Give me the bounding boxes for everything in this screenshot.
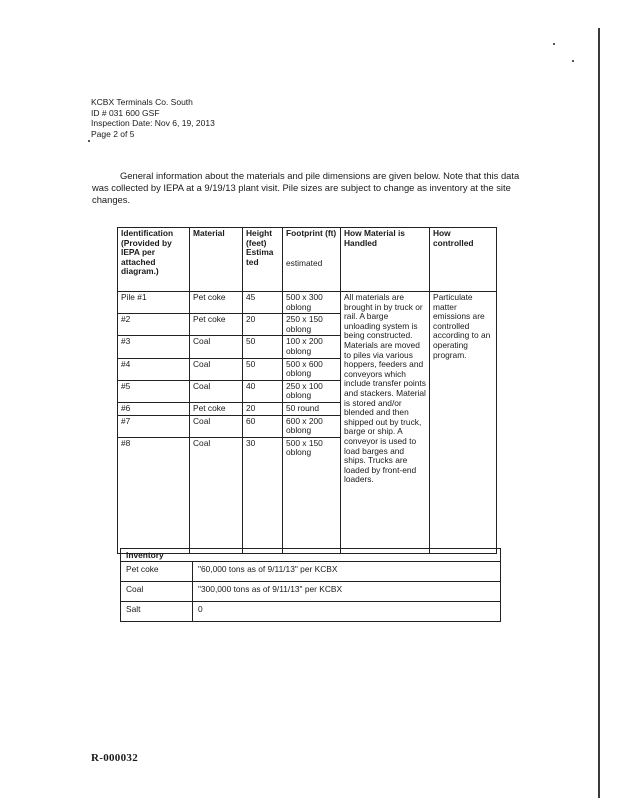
page-edge (598, 28, 600, 798)
pile-height: 60 (243, 415, 283, 437)
pile-footprint: 500 x 150 oblong (283, 437, 341, 553)
inventory-label: Coal (121, 582, 193, 602)
document-header (91, 97, 215, 139)
header-identification: Identification (Provided by IEPA per attached diagram.) (118, 228, 190, 292)
piles-table (117, 227, 497, 554)
header-material: Material (190, 228, 243, 292)
pile-height: 20 (243, 402, 283, 415)
inventory-label: Salt (121, 602, 193, 622)
scan-speck (88, 140, 90, 142)
pile-id: #6 (118, 402, 190, 415)
table-header-row (118, 228, 497, 292)
header-controlled: How controlled (430, 228, 497, 292)
scan-speck (553, 43, 555, 45)
page-number: Page 2 of 5 (91, 128, 135, 139)
pile-id: #3 (118, 336, 190, 358)
pile-footprint: 50 round (283, 402, 341, 415)
header-footprint-label: Footprint (ft) (286, 228, 337, 238)
inspection-date: Inspection Date: Nov 6, 19, 2013 (91, 118, 215, 128)
inventory-table (120, 548, 501, 622)
pile-height: 45 (243, 292, 283, 314)
inventory-value: "300,000 tons as of 9/11/13" per KCBX (193, 582, 501, 602)
pile-id: #2 (118, 314, 190, 336)
header-footprint (283, 228, 341, 292)
pile-id: #7 (118, 415, 190, 437)
pile-id: #8 (118, 437, 190, 553)
pile-material: Coal (190, 415, 243, 437)
pile-height: 30 (243, 437, 283, 553)
header-footprint-note: estimated (286, 257, 323, 268)
inventory-title: Inventory (121, 549, 501, 562)
pile-height: 50 (243, 358, 283, 380)
pile-id: #4 (118, 358, 190, 380)
handling-description: All materials are brought in by truck or rail. A barge unloading system is being constructed. Materials are moved to piles via various hoppers, feeders and conveyors which include transfer points and stackers. Material is stored and/or blended and then shipped out by truck, barge or ship. A conveyor is used to load barges and ships. Trucks are loaded by front-end loaders. (341, 292, 430, 554)
header-handled: How Material is Handled (341, 228, 430, 292)
scan-speck (572, 60, 574, 62)
inventory-value: 0 (193, 602, 501, 622)
pile-footprint: 100 x 200 oblong (283, 336, 341, 358)
pile-footprint: 500 x 300 oblong (283, 292, 341, 314)
pile-material: Coal (190, 336, 243, 358)
pile-height: 40 (243, 380, 283, 402)
inventory-header-row (121, 549, 501, 562)
pile-height: 20 (243, 314, 283, 336)
pile-footprint: 600 x 200 oblong (283, 415, 341, 437)
pile-material: Pet coke (190, 402, 243, 415)
pile-material: Coal (190, 358, 243, 380)
inventory-row (121, 602, 501, 622)
bates-number: R-000032 (91, 752, 139, 764)
inventory-label: Pet coke (121, 562, 193, 582)
pile-material: Coal (190, 437, 243, 553)
pile-footprint: 250 x 100 oblong (283, 380, 341, 402)
pile-material: Pet coke (190, 292, 243, 314)
pile-height: 50 (243, 336, 283, 358)
header-height: Height (feet) Estima ted (243, 228, 283, 292)
pile-id: Pile #1 (118, 292, 190, 314)
pile-material: Pet coke (190, 314, 243, 336)
pile-id: #5 (118, 380, 190, 402)
pile-material: Coal (190, 380, 243, 402)
intro-text: General information about the materials and pile dimensions are given below. Note that this data was collected by IEPA at a 9/19/13 plant visit. Pile sizes are subject to change as inventory at the site changes. (92, 170, 520, 205)
inventory-value: "60,000 tons as of 9/11/13" per KCBX (193, 562, 501, 582)
company-name: KCBX Terminals Co. South (91, 97, 193, 107)
table-row (118, 292, 497, 314)
intro-paragraph (92, 170, 532, 206)
facility-id: ID # 031 600 GSF (91, 107, 160, 118)
inventory-row (121, 562, 501, 582)
control-description: Particulate matter emissions are controlled according to an operating program. (430, 292, 497, 554)
inventory-row (121, 582, 501, 602)
pile-footprint: 500 x 600 oblong (283, 358, 341, 380)
pile-footprint: 250 x 150 oblong (283, 314, 341, 336)
